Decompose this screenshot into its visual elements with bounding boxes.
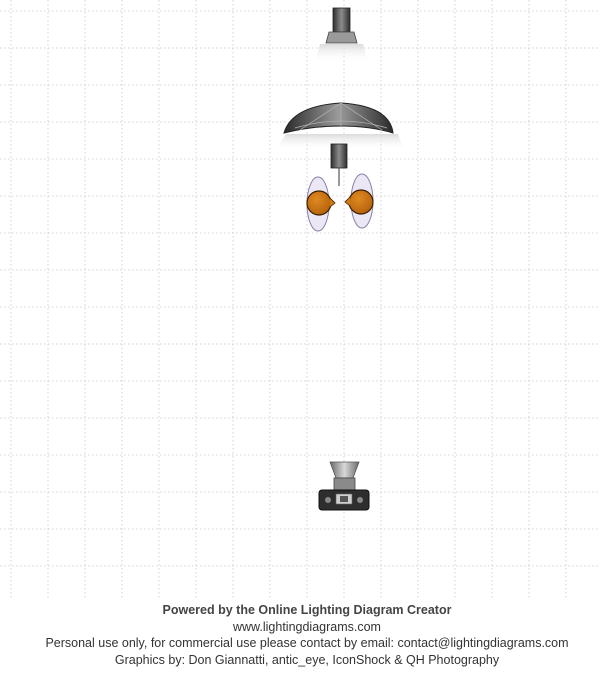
credits-url[interactable]: www.lightingdiagrams.com [233,619,381,634]
umbrella-light[interactable] [276,103,404,186]
strobe-head[interactable] [315,8,368,62]
credits-block [0,602,614,668]
credits-title: Powered by the Online Lighting Diagram Creator [162,603,452,617]
subject-left[interactable] [307,177,335,231]
credits-license: Personal use only, for commercial use please contact by email: contact@lightingdiagrams.com [45,636,569,650]
camera[interactable] [319,462,369,510]
credits-graphics: Graphics by: Don Giannatti, antic_eye, IconShock & QH Photography [114,652,500,667]
subject-right[interactable] [345,174,373,228]
